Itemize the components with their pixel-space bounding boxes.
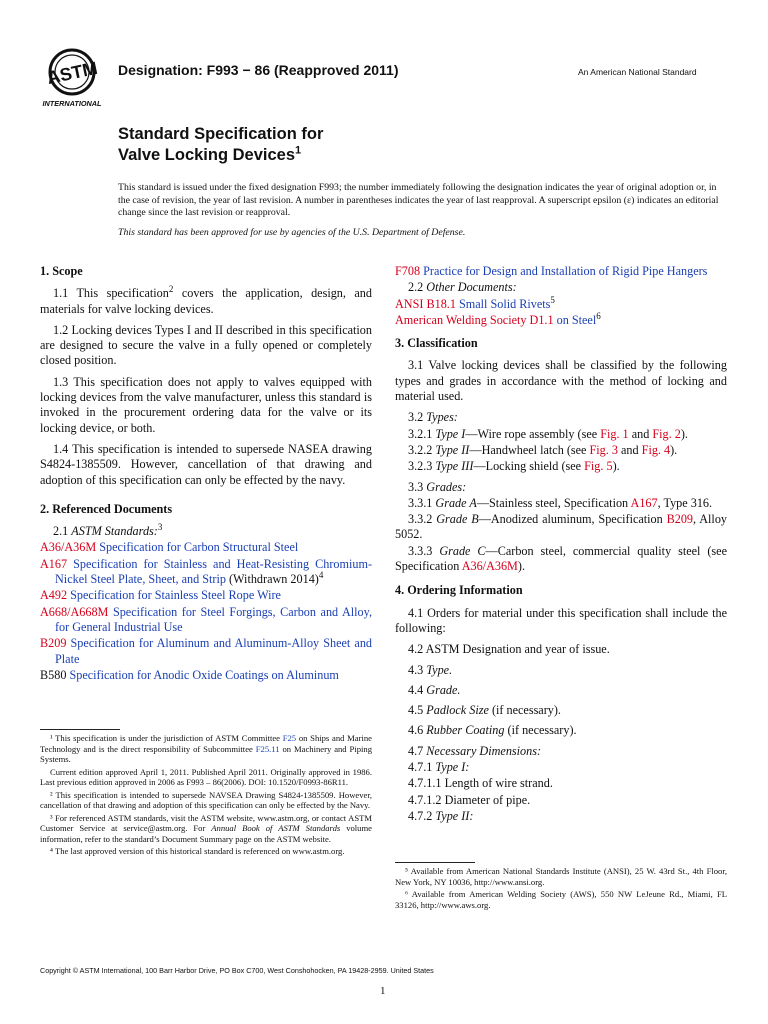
intro-block: [118, 182, 730, 246]
ordering-4-4: 4.4 Grade.: [408, 682, 461, 697]
dod-approval-note: This standard has been approved for use by agencies of the U.S. Department of Defense.: [118, 226, 466, 238]
ansi-code-link[interactable]: ANSI B18.1: [395, 296, 456, 311]
fig-2-link[interactable]: Fig. 2: [652, 426, 681, 441]
footnote-3: ³ For referenced ASTM standards, visit the ASTM website, www.astm.org, or contact ASTM Customer Service at service@astm.org. For Annual Book of ASTM Standards volume information, refer to the standard’s Document Summary page on the ASTM website.: [40, 812, 372, 844]
ref-code-link[interactable]: A492: [40, 588, 68, 603]
section-heading-ordering-information: 4. Ordering Information: [395, 583, 523, 598]
ref-code-link[interactable]: F708: [395, 264, 421, 278]
title-line-1: Standard Specification for: [118, 125, 324, 143]
section-heading-classification: 3. Classification: [395, 336, 478, 351]
grade-c-line: 3.3.3 Grade C—Carbon steel, commercial quality steel (see Specification A36/A36M).: [395, 543, 727, 574]
grades-label: 3.3 Grades:: [408, 479, 467, 494]
type-3-line: 3.2.3 Type III—Locking shield (see Fig. 5).: [408, 459, 620, 474]
ordering-4-6: 4.6 Rubber Coating (if necessary).: [408, 723, 577, 738]
ref-title-link[interactable]: Practice for Design and Installation of Rigid Pipe Hangers: [423, 264, 708, 278]
page-title: [118, 124, 323, 166]
section-heading-scope: 1. Scope: [40, 264, 83, 278]
ansi-title-link[interactable]: Small Solid Rivets: [455, 296, 551, 311]
ref-item-a167[interactable]: A167 Specification for Stainless and Heat-Resisting Chromium-Nickel Steel Plate, Sheet, and Strip (Withdrawn 2014)$^4$: [40, 556, 373, 587]
footnotes-right: [395, 866, 727, 912]
ordering-4-1: 4.1 Orders for material under this specification shall include the following:: [395, 605, 727, 635]
fig-3-link[interactable]: Fig. 3: [589, 442, 618, 457]
scope-1-4: 1.4 This specification is intended to supersede NASEA drawing S4824-1385509. However, cancellation of that drawing and adoption of this specification can only be effected by the navy.: [40, 441, 372, 487]
ordering-4-3: 4.3 Type.: [408, 662, 453, 677]
scope-1-2: 1.2 Locking devices Types I and II described in this specification are designed to secure the valve in a fully opened or completely closed position.: [40, 322, 372, 368]
ref-item-a492[interactable]: [40, 588, 372, 603]
scope-1-3: 1.3 This specification does not apply to valves equipped with locking devices from the valve manufacturer, unless this standard is invoked in the procurement ordering data for the valve or its locking device, or both.: [40, 374, 372, 435]
designation: Designation: F993 − 86 (Reapproved 2011): [118, 62, 399, 78]
ref-item-ansi[interactable]: ANSI B18.1 Small Solid Rivets$^5$: [395, 294, 555, 311]
fig-4-link[interactable]: Fig. 4: [641, 442, 671, 457]
national-standard-label: An American National Standard: [578, 67, 697, 77]
footnote-rule-left: [40, 729, 120, 730]
footnote-1-edition: Current edition approved April 1, 2011. Published April 2011. Originally approved in 1986. Last previous edition approved in 2006 as F993 – 86(2006). DOI: 10.1520/F0993-86R11.: [40, 766, 372, 787]
ref-title-link[interactable]: Specification for Steel Forgings, Carbon and Alloy, for General Industrial Use: [55, 604, 373, 634]
grade-a-line: 3.3.1 Grade A—Stainless steel, Specification A167, Type 316.: [408, 495, 713, 510]
ordering-4-7: 4.7 Necessary Dimensions:: [408, 743, 542, 758]
other-documents-label: 2.2 Other Documents:: [408, 280, 517, 295]
ref-item-a668[interactable]: [40, 605, 372, 636]
intro-paragraph: This standard is issued under the fixed designation F993; the number immediately following the designation indicates the year of original adoption or, in the case of revision, the year of last revision. A number in parentheses indicates the year of last reapproval. A superscript epsilon (ε) indicates an editorial change since the last revision or reapproval.: [118, 182, 719, 219]
title-text: Valve Locking Devices: [118, 146, 296, 164]
footnote-6: ⁶ Available from American Welding Society (AWS), 550 NW LeJeune Rd., Miami, FL 33126, http://www.aws.org.: [395, 889, 727, 910]
aws-title-link[interactable]: on Steel: [553, 312, 597, 327]
ref-title-link[interactable]: Specification for Carbon Structural Steel: [99, 540, 299, 555]
footnote-2: ² This specification is intended to supersede NAVSEA Drawing S4824-1385509. However, cancellation of that drawing and adoption of this specification can only be effected by the Navy.: [40, 789, 372, 810]
ref-code: B580: [40, 667, 67, 682]
footnote-rule-right: [395, 862, 475, 863]
ordering-4-7-1-1: 4.7.1.1 Length of wire strand.: [408, 776, 553, 791]
ordering-4-2: 4.2 ASTM Designation and year of issue.: [408, 642, 610, 657]
type-2-line: 3.2.2 Type II—Handwheel latch (see Fig. 3 and Fig. 4).: [408, 442, 678, 457]
committee-link[interactable]: F25: [282, 733, 297, 743]
astm-standards-label: 2.1 ASTM Standards:$^3$: [53, 522, 163, 539]
fig-1-link[interactable]: Fig. 1: [600, 426, 629, 441]
section-heading-referenced-documents: 2. Referenced Documents: [40, 501, 173, 516]
ref-item-aws[interactable]: American Welding Society D1.1 on Steel$^6$: [395, 310, 601, 327]
ref-code-link[interactable]: A668/A668M: [40, 604, 109, 619]
fig-5-link[interactable]: Fig. 5: [584, 459, 613, 474]
aws-code-link[interactable]: American Welding Society D1.1: [395, 312, 554, 327]
left-column: [40, 264, 372, 684]
subcommittee-link[interactable]: F25.11: [255, 743, 280, 754]
title-footnote-mark: 1: [295, 144, 302, 157]
title-line-2: [118, 145, 323, 166]
ordering-4-7-1: 4.7.1 Type I:: [408, 760, 470, 775]
footnote-1: ¹ This specification is under the jurisdiction of ASTM Committee F25 on Ships and Marine Technology and is the direct responsibility of Subcommittee F25.11 on Machinery and Piping Systems.: [40, 733, 372, 764]
footnote-5: ⁵ Available from American National Standards Institute (ANSI), 25 W. 43rd St., 4th Floor, New York, NY 10036, http://www.ansi.org.: [395, 866, 727, 887]
ref-code-link[interactable]: A167: [40, 556, 68, 571]
ref-title-link[interactable]: Specification for Anodic Oxide Coatings on Aluminum: [69, 667, 339, 682]
type-1-line: 3.2.1 Type I—Wire rope assembly (see Fig. 1 and Fig. 2).: [408, 426, 688, 441]
ref-title-link[interactable]: Specification for Stainless Steel Rope Wire: [70, 588, 281, 603]
footnote-4: ⁴ The last approved version of this historical standard is referenced on www.astm.org.: [50, 846, 345, 856]
grade-b-spec-link[interactable]: B209: [666, 512, 694, 527]
ref-code-link[interactable]: A36/A36M: [40, 540, 97, 555]
logo-text: ASTM: [45, 57, 100, 89]
ref-title-link[interactable]: Specification for Stainless and Heat-Resisting Chromium-Nickel Steel Plate, Sheet, and Strip: [55, 556, 373, 587]
grade-b-line: 3.3.2 Grade B—Anodized aluminum, Specification B209, Alloy 5052.: [395, 512, 728, 542]
right-column: [395, 264, 727, 825]
astm-logo: [40, 46, 112, 110]
ref-item-b209[interactable]: [40, 636, 372, 667]
classification-3-1: 3.1 Valve locking devices shall be classified by the following types and grades in accordance with the method of locking and material used.: [395, 358, 727, 404]
scope-1-1: 1.1 This specification$^2$ covers the application, design, and materials for valve locking devices.: [40, 284, 372, 316]
ref-code-link[interactable]: B209: [40, 636, 67, 651]
astm-logo-graphic: [40, 46, 112, 110]
grade-a-spec-link[interactable]: A167: [630, 495, 658, 510]
page-number: 1: [380, 985, 386, 997]
copyright-notice: Copyright © ASTM International, 100 Barr Harbor Drive, PO Box C700, West Conshohocken, PA 19428-2959. United States: [40, 966, 434, 975]
grade-c-spec-link[interactable]: A36/A36M: [461, 559, 518, 574]
ref-item-a36[interactable]: [40, 540, 372, 555]
ordering-4-7-1-2: 4.7.1.2 Diameter of pipe.: [408, 792, 531, 807]
ordering-4-5: 4.5 Padlock Size (if necessary).: [408, 703, 561, 718]
ref-title-link[interactable]: Specification for Aluminum and Aluminum-Alloy Sheet and Plate: [55, 636, 373, 666]
ref-item-b580[interactable]: [40, 668, 372, 683]
ref-item-f708[interactable]: [395, 264, 727, 279]
footnotes-left: [40, 733, 372, 859]
types-label: 3.2 Types:: [408, 410, 458, 425]
ordering-4-7-2: 4.7.2 Type II:: [408, 808, 474, 823]
logo-subtext: INTERNATIONAL: [42, 99, 102, 108]
